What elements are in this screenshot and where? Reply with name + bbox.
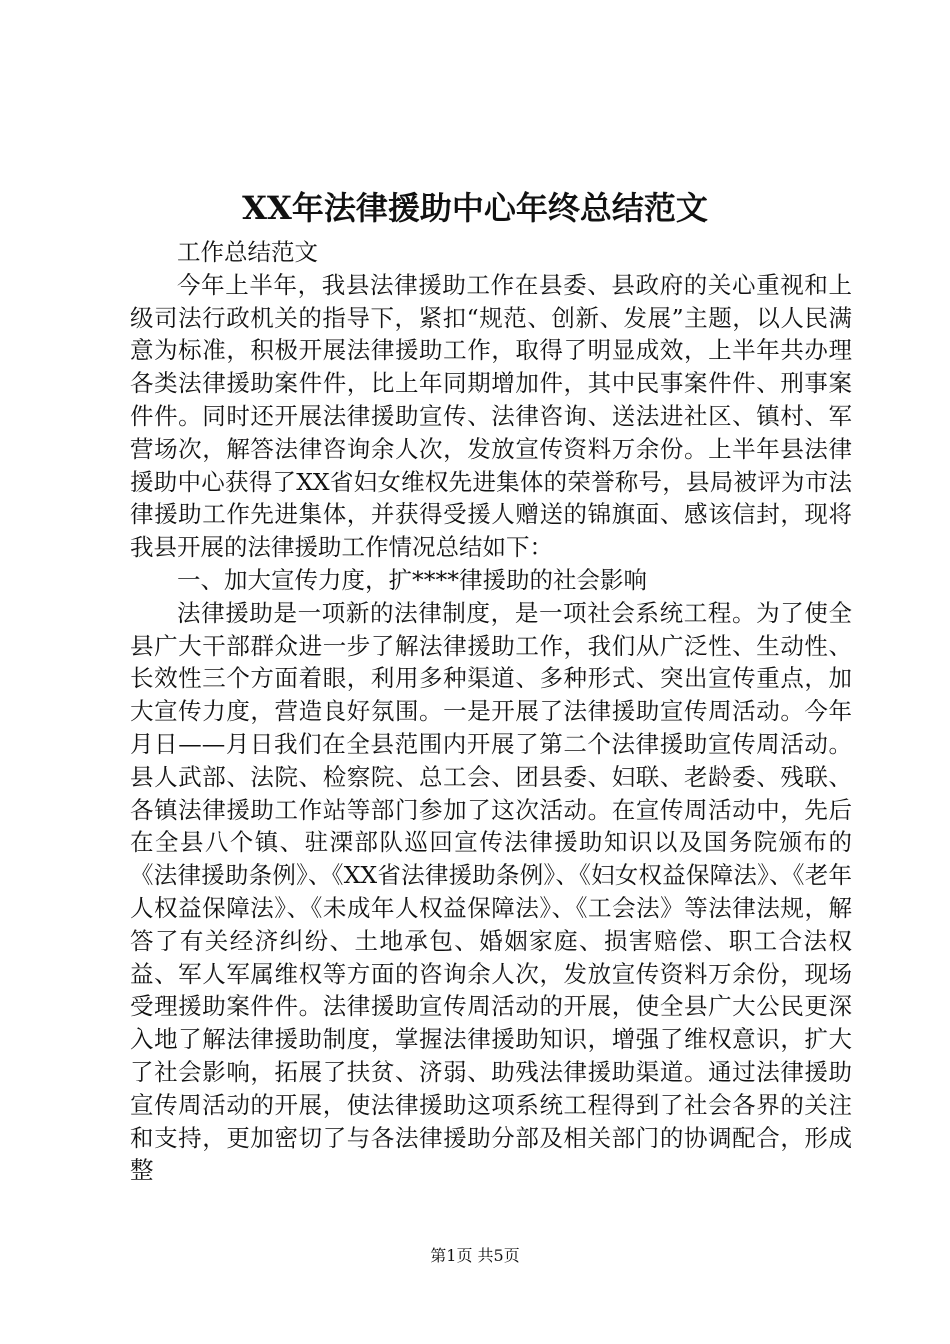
paragraph-section-body: 法律援助是一项新的法律制度，是一项社会系统工程。为了使全县广大干部群众进一步了解法律援助工作，我们从广泛性、生动性、长效性三个方面着眼，利用多种渠道、多种形式、突出宣传重点，加大宣传力度，营造良好氛围。一是开展了法律援助宣传周活动。今年月日——月日我们在全县范围内开展了第二个法律援助宣传周活动。县人武部、法院、检察院、总工会、团县委、妇联、老龄委、残联、各镇法律援助工作站等部门参加了这次活动。在宣传周活动中，先后在全县八个镇、驻溧部队巡回宣传法律援助知识以及国务院颁布的《法律援助条例》、《XX省法律援助条例》、《妇女权益保障法》、《老年人权益保障法》、《未成年人权益保障法》、《工会法》等法律法规，解答了有关经济纠纷、土地承包、婚姻家庭、损害赔偿、职工合法权益、军人军属维权等方面的咨询余人次，发放宣传资料万余份，现场受理援助案件件。法律援助宣传周活动的开展，使全县广大公民更深入地了解法律援助制度，掌握法律援助知识，增强了维权意识，扩大了社会影响，拓展了扶贫、济弱、助残法律援助渠道。通过法律援助宣传周活动的开展，使法律援助这项系统工程得到了社会各界的关注和支持，更加密切了与各法律援助分部及相关部门的协调配合，形成整 <box>130 598 852 1185</box>
document-body <box>130 236 852 1187</box>
page-footer: 第1页 共5页 <box>430 1246 520 1265</box>
document-title: XX年法律援助中心年终总结范文 <box>242 189 708 227</box>
paragraph-intro: 今年上半年，我县法律援助工作在县委、县政府的关心重视和上级司法行政机关的指导下，紧扣“规范、创新、发展”主题，以人民满意为标准，积极开展法律援助工作，取得了明显成效，上半年共办理各类法律援助案件件，比上年同期增加件，其中民事案件件、刑事案件件。同时还开展法律援助宣传、法律咨询、送法进社区、镇村、军营场次，解答法律咨询余人次，发放宣传资料万余份。上半年县法律援助中心获得了XX省妇女维权先进集体的荣誉称号，县局被评为市法律援助工作先进集体，并获得受援人赠送的锦旗面、感该信封，现将我县开展的法律援助工作情况总结如下： <box>130 270 852 562</box>
paragraph-subtitle: 工作总结范文 <box>177 238 318 266</box>
paragraph-section-heading: 一、加大宣传力度，扩****律援助的社会影响 <box>177 565 647 594</box>
